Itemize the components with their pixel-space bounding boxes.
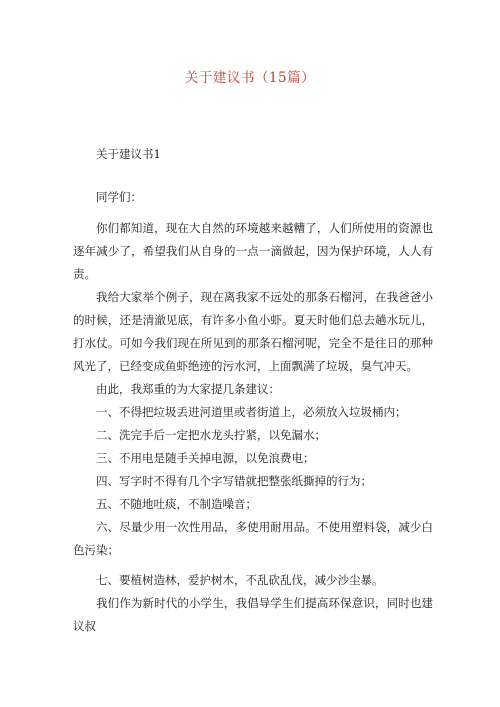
- section-heading: 关于建议书1: [96, 147, 161, 161]
- paragraph-intro: 你们都知道，现在大自然的环境越来越糟了，人们所使用的资源也逐年减少了，希望我们从自身的一点一滴做起，因为保护环境，人人有责。: [73, 221, 433, 281]
- suggestion-item-4: 四、写字时不得有几个字写错就把整张纸撕掉的行为；: [96, 474, 372, 488]
- greeting: 同学们：: [96, 190, 142, 204]
- suggestion-item-2: 二、洗完手后一定把水龙头拧紧，以免漏水；: [96, 428, 326, 442]
- suggestion-item-1: 一、不得把垃圾丢进河道里或者街道上，必须放入垃圾桶内；: [96, 405, 407, 419]
- suggestion-item-3: 三、不用电是随手关掉电源，以免浪费电；: [96, 451, 315, 465]
- paragraph-suggestion-lead: 由此，我郑重的为大家提几条建议：: [96, 382, 280, 396]
- suggestion-item-5: 五、不随地吐痰，不制造噪音；: [96, 497, 257, 511]
- paragraph-example: 我给大家举个例子，现在离我家不远处的那条石榴河，在我爸爸小的时候，还是清澈见底，有许多小鱼小虾。夏天时他们总去趟水玩儿，打水仗。可如今我们现在所见到的那条石榴河呢，完全不是往日的那种风光了，已经变成鱼虾绝迹的污水河，上面飘满了垃圾，臭气冲天。: [73, 290, 433, 373]
- suggestion-item-6: 六、尽量少用一次性用品，多使用耐用品。不使用塑料袋，减少白色污染；: [73, 520, 433, 557]
- document-body: [73, 143, 433, 638]
- paragraph-closing: 我们作为新时代的小学生，我倡导学生们提高环保意识，同时也建议叔: [73, 596, 433, 633]
- document-title: 关于建议书（15篇）: [184, 70, 316, 86]
- suggestion-item-7: 七、要植树造林，爱护树木，不乱砍乱伐，减少沙尘暴。: [96, 573, 384, 587]
